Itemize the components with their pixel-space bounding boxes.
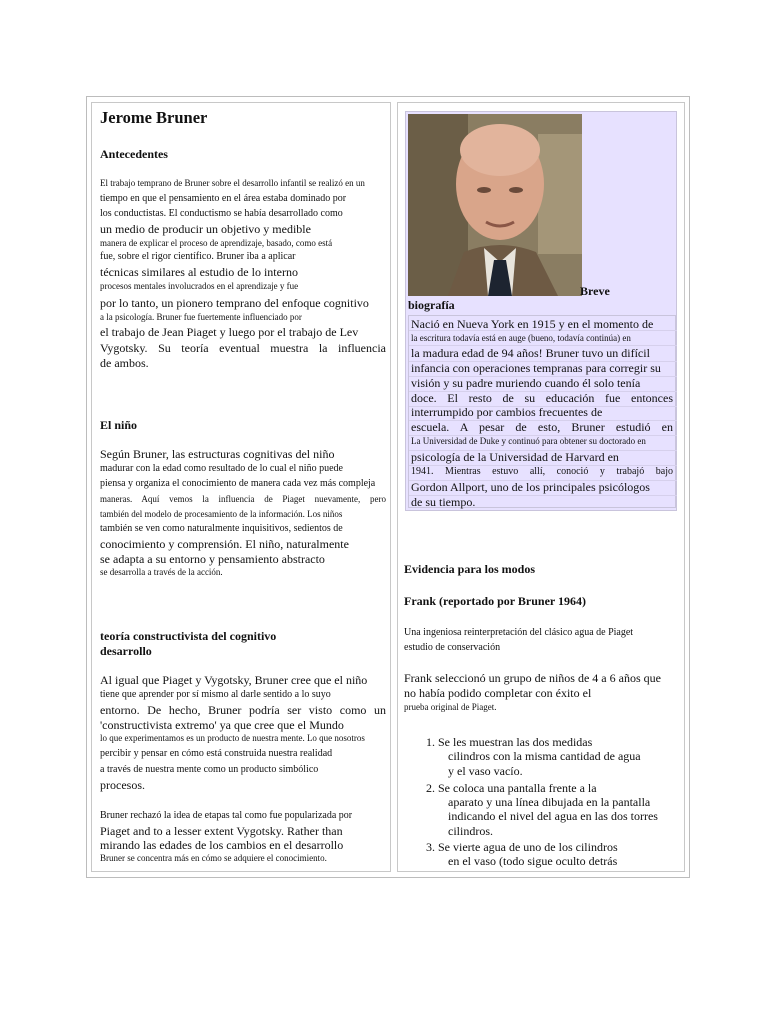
text-line: tiene que aprender por sí mismo al darle sentido a lo suyo [100, 689, 331, 700]
antecedentes-heading: Antecedentes [100, 147, 168, 161]
text-line: de ambos. [100, 356, 149, 370]
text-line: procesos mentales involucrados en el aprendizaje y fue [100, 281, 299, 291]
text-line: Vygotsky. Su teoría eventual muestra la influencia [100, 341, 386, 355]
frank-heading: Frank (reportado por Bruner 1964) [404, 594, 586, 608]
list-item-line: Se coloca una pantalla frente a la [438, 781, 597, 795]
text-line: madurar con la edad como resultado de lo cual el niño puede [100, 463, 343, 474]
bio-line: Gordon Allport, uno de los principales psicólogos [411, 480, 650, 494]
right-column [397, 102, 685, 872]
bio-line: La Universidad de Duke y continuó para obtener su doctorado en [411, 436, 646, 446]
list-number: 3. [426, 840, 435, 854]
portrait-image [408, 114, 582, 296]
text-line: Una ingeniosa reinterpretación del clásico agua de Piaget [404, 627, 634, 638]
constructivista-heading: teoría constructivista del cognitivo [100, 629, 277, 643]
list-item-line: en el vaso (todo sigue oculto detrás [448, 854, 618, 868]
text-line: maneras. Aquí vemos la influencia de Piaget nuevamente, pero [100, 494, 386, 504]
portrait-photo [408, 114, 582, 296]
biography-box [405, 111, 677, 511]
bio-line: escuela. A pesar de esto, Bruner estudió en [411, 420, 673, 434]
text-line: por lo tanto, un pionero temprano del enfoque cognitivo [100, 296, 369, 310]
bio-line: 1941. Mientras estuvo allí, conoció y trabajó bajo [411, 466, 673, 477]
constructivista-heading-2: desarrollo [100, 644, 152, 658]
document-page [86, 96, 690, 878]
list-item-line: cilindros con la misma cantidad de agua [448, 749, 641, 763]
text-line: a la psicología. Bruner fue fuertemente influenciado por [100, 312, 302, 322]
list-item-line: aparato y una línea dibujada en la pantalla [448, 795, 651, 809]
text-line: Piaget and to a lesser extent Vygotsky. Rather than [100, 824, 343, 838]
bio-line: la madura edad de 94 años! Bruner tuvo un difícil [411, 346, 650, 360]
nino-heading: El niño [100, 418, 138, 432]
bio-line: Nació en Nueva York en 1915 y en el momento de [411, 317, 654, 331]
text-line: tiempo en que el pensamiento en el área estaba dominado por [100, 193, 347, 204]
text-line: lo que experimentamos es un producto de nuestra mente. Lo que nosotros [100, 733, 365, 743]
text-line: fue, sobre el rigor científico. Bruner iba a aplicar [100, 251, 296, 262]
bio-line: la escritura todavía está en auge (bueno, todavía continúa) en [411, 333, 631, 343]
list-item-line: Se les muestran las dos medidas [438, 735, 593, 749]
text-line: técnicas similares al estudio de lo interno [100, 265, 298, 279]
left-column [91, 102, 391, 872]
bio-line: doce. El resto de su educación fue entonces [411, 391, 673, 405]
text-line: Bruner rechazó la idea de etapas tal como fue popularizada por [100, 810, 353, 821]
text-line: 'constructivista extremo' ya que cree que el Mundo [100, 718, 344, 732]
text-line: mirando las edades de los cambios en el desarrollo [100, 838, 344, 852]
bio-line: interrumpido por cambios frecuentes de [411, 405, 603, 419]
bio-line: psicología de la Universidad de Harvard en [411, 450, 619, 464]
list-number: 1. [426, 735, 435, 749]
list-number: 2. [426, 781, 435, 795]
text-line: se desarrolla a través de la acción. [100, 567, 223, 577]
text-line: prueba original de Piaget. [404, 702, 497, 712]
text-line: entorno. De hecho, Bruner podría ser visto como un [100, 703, 386, 717]
text-line: estudio de conservación [404, 642, 501, 653]
text-line: piensa y organiza el conocimiento de manera cada vez más compleja [100, 478, 376, 489]
text-line: Bruner se concentra más en cómo se adquiere el conocimiento. [100, 853, 327, 863]
evidencia-heading: Evidencia para los modos [404, 562, 536, 576]
text-line: a través de nuestra mente como un producto simbólico [100, 764, 319, 775]
list-item-line: cilindros. [448, 824, 493, 838]
text-line: el trabajo de Jean Piaget y luego por el trabajo de Lev [100, 325, 359, 339]
list-item-line: Se vierte agua de uno de los cilindros [438, 840, 618, 854]
text-line: no había podido completar con éxito el [404, 686, 592, 700]
bio-heading-biografia: biografía [408, 298, 455, 312]
text-line: Según Bruner, las estructuras cognitivas del niño [100, 447, 335, 461]
text-line: un medio de producir un objetivo y medible [100, 222, 311, 236]
text-line: percibir y pensar en cómo está construida nuestra realidad [100, 748, 333, 759]
text-line: los conductistas. El conductismo se había desarrollado como [100, 208, 343, 219]
list-item-line: y el vaso vacío. [448, 764, 523, 778]
biography-text [408, 315, 676, 508]
text-line: también se ven como naturalmente inquisitivos, sedientos de [100, 523, 343, 534]
list-item-line: indicando el nivel del agua en las dos torres [448, 809, 658, 823]
text-line: El trabajo temprano de Bruner sobre el desarrollo infantil se realizó en un [100, 178, 365, 188]
bio-line: infancia con operaciones tempranas para corregir su [411, 361, 661, 375]
text-line: Frank seleccionó un grupo de niños de 4 a 6 años que [404, 671, 661, 685]
text-line: conocimiento y comprensión. El niño, naturalmente [100, 537, 349, 551]
text-line: procesos. [100, 778, 145, 792]
bio-line: de su tiempo. [411, 495, 476, 509]
text-line: se adapta a su entorno y pensamiento abstracto [100, 552, 325, 566]
text-line: Al igual que Piaget y Vygotsky, Bruner cree que el niño [100, 673, 368, 687]
text-line: también del modelo de procesamiento de la información. Los niños [100, 509, 343, 519]
bio-heading-breve: Breve [580, 284, 610, 298]
text-line: manera de explicar el proceso de aprendizaje, basado, como está [100, 238, 333, 248]
bio-line: visión y su padre muriendo cuando él solo tenía [411, 376, 641, 390]
page-title: Jerome Bruner [100, 108, 208, 127]
